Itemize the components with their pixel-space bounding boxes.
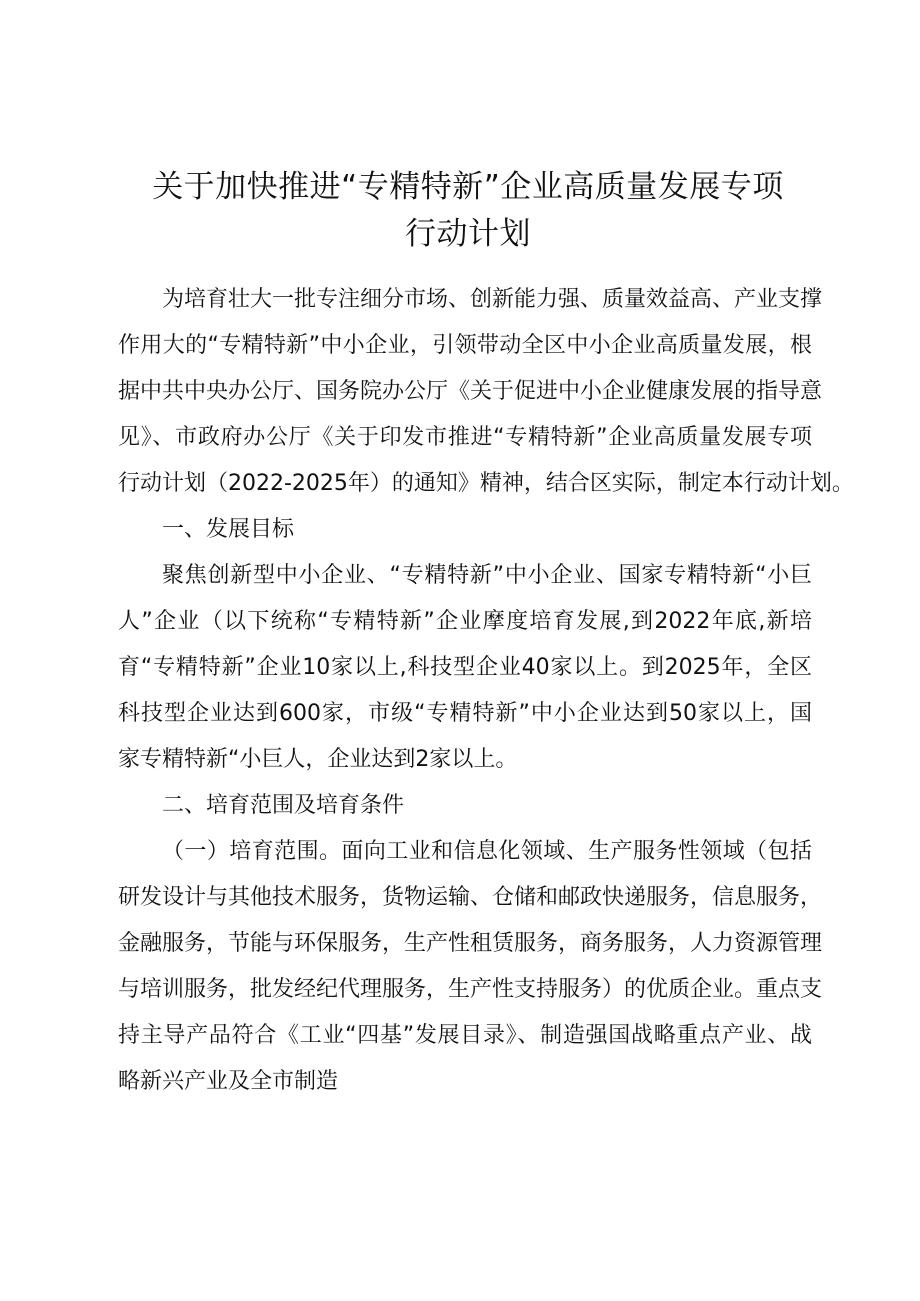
paragraph-goals-line-2: 人”企业（以下统称“专精特新”企业摩度培育发展,到2022年底,新培 bbox=[118, 609, 812, 634]
paragraph-scope-line-6: 略新兴产业及全市制造 bbox=[118, 1069, 339, 1094]
paragraph-goals-line-5: 家专精特新“小巨人，企业达到2家以上。 bbox=[118, 747, 518, 772]
paragraph-goals-line-4: 科技型企业达到600家，市级“专精特新”中小企业达到50家以上，国 bbox=[118, 701, 812, 726]
paragraph-intro-line-1: 为培育壮大一批专注细分市场、创新能力强、质量效益高、产业支撑 bbox=[162, 287, 823, 312]
section-heading-1: 一、发展目标 bbox=[162, 517, 295, 542]
section-heading-2: 二、培育范围及培育条件 bbox=[162, 793, 405, 818]
paragraph-scope-line-5: 持主导产品符合《工业“四基”发展目录》、制造强国战略重点产业、战 bbox=[118, 1023, 812, 1048]
document-title-line-2: 行动计划 bbox=[405, 216, 531, 252]
paragraph-intro-line-5: 行动计划（2022-2025年）的通知》精神，结合区实际，制定本行动计划。 bbox=[118, 471, 854, 496]
paragraph-goals-line-1: 聚焦创新型中小企业、“专精特新”中小企业、国家专精特新“小巨 bbox=[162, 563, 812, 588]
paragraph-scope-line-2: 研发设计与其他技术服务，货物运输、仓储和邮政快递服务，信息服务， bbox=[118, 885, 823, 910]
paragraph-scope-line-1: （一）培育范围。面向工业和信息化领域、生产服务性领域（包括 bbox=[162, 839, 812, 864]
paragraph-intro-line-3: 据中共中央办公厅、国务院办公厅《关于促进中小企业健康发展的指导意 bbox=[118, 379, 823, 404]
paragraph-scope-line-3: 金融服务，节能与环保服务，生产性租赁服务，商务服务，人力资源管理 bbox=[118, 931, 823, 956]
paragraph-intro-line-2: 作用大的“专精特新”中小企业，引领带动全区中小企业高质量发展，根 bbox=[118, 333, 812, 358]
paragraph-intro-line-4: 见》、市政府办公厅《关于印发市推进“专精特新”企业高质量发展专项 bbox=[118, 425, 812, 450]
paragraph-goals-line-3: 育“专精特新”企业10家以上,科技型企业40家以上。到2025年，全区 bbox=[118, 655, 812, 680]
document-title-line-1: 关于加快推进“专精特新”企业高质量发展专项 bbox=[152, 169, 784, 205]
paragraph-scope-line-4: 与培训服务，批发经纪代理服务，生产性支持服务）的优质企业。重点支 bbox=[118, 977, 823, 1002]
